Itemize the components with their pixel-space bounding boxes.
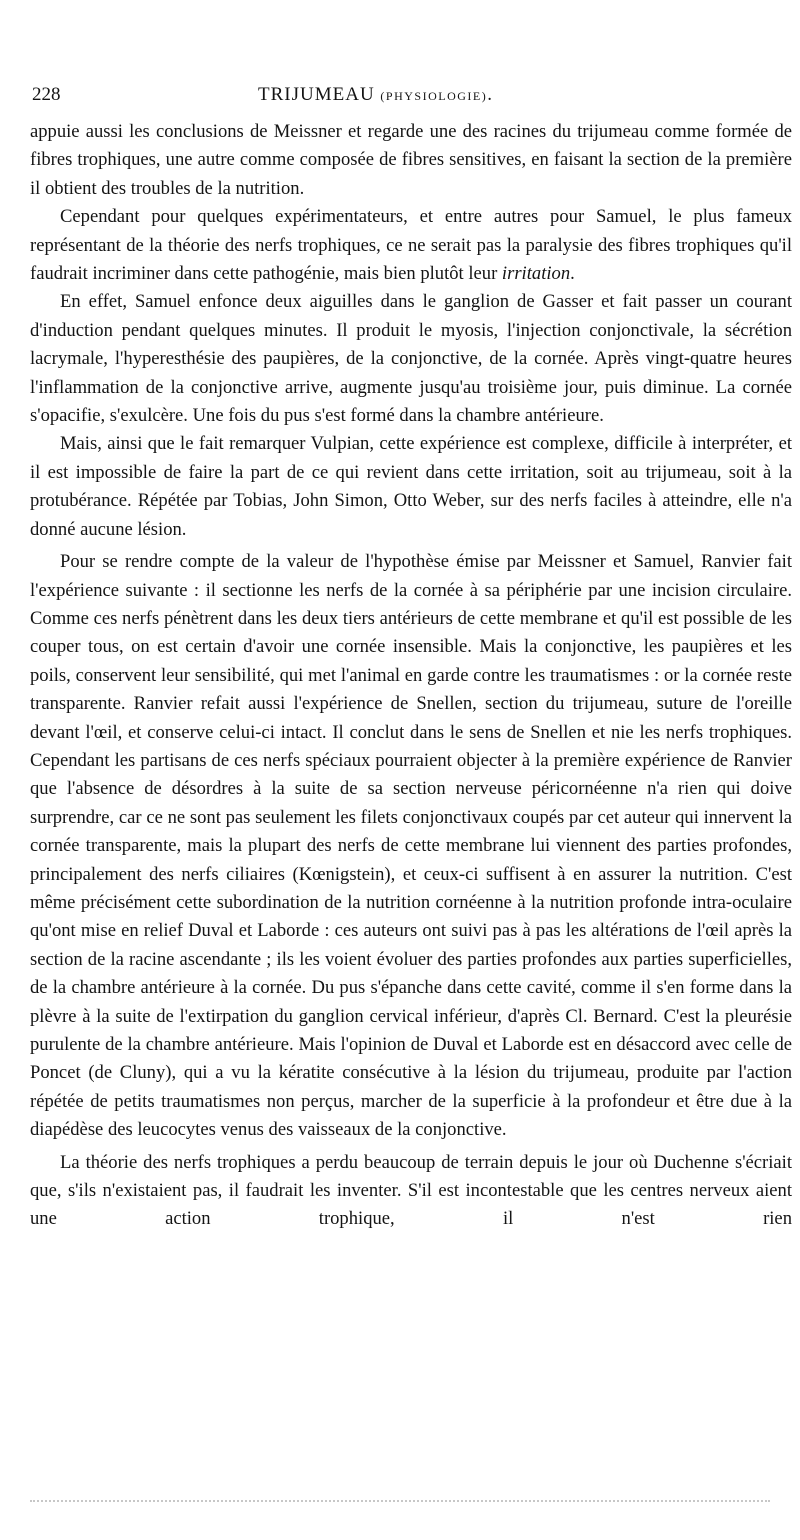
paragraph-text-end: .	[570, 263, 575, 285]
body-text	[30, 118, 792, 1234]
scan-artifact-line	[30, 1500, 770, 1506]
book-page	[30, 84, 792, 1234]
paragraph-ranvier: Pour se rendre compte de la valeur de l'hypothèse émise par Meissner et Samuel, Ranvier fait l'expérience suivante : il sectionne les nerfs de la cornée à sa périphérie par une incision circulaire. Comme ces nerfs pénètrent dans les deux tiers antérieurs de cette membrane et qu'il est possible de les couper tous, on est certain d'avoir une cornée insensible. Mais la conjonctive, les paupières et les poils, conservent leur sensibilité, qui met l'animal en garde contre les traumatismes : or la cornée reste transparente. Ranvier refait aussi l'expérience de Snellen, section du trijumeau, suture de l'oreille devant l'œil, et conserve celui-ci intact. Il conclut dans le sens de Snellen et nie les nerfs trophiques. Cependant les partisans de ces nerfs spéciaux pourraient objecter à la première expérience de Ranvier que l'absence de désordres à la suite de sa section nerveuse péricornéenne n'a rien qui doive surprendre, car ce ne sont pas seulement les filets conjonctivaux coupés par cet auteur qui innervent la cornée transparente, mais la plupart des nerfs de cette membrane lui viennent des parties profondes, principalement des nerfs ciliaires (Kœnigstein), et ceux-ci suffisent à en assurer la nutrition. C'est même précisément cette subordination de la nutrition cornéenne à la nutrition profonde intra-oculaire qu'ont mise en relief Duval et Laborde : ces auteurs ont suivi pas à pas les altérations de l'œil après la section de la racine ascendante ; ils les voient évoluer des parties profondes aux parties superficielles, de la chambre antérieure à la cornée. Du pus s'épanche dans cette cavité, comme il s'en forme dans la plèvre à la suite de l'extirpation du ganglion cervical inférieur, d'après Cl. Bernard. C'est la pleurésie purulente de la chambre antérieure. Mais l'opinion de Duval et Laborde est en désaccord avec celle de Poncet (de Cluny), qui a vu la kératite consécutive à la lésion du trijumeau, produite par l'action répétée de petits traumatismes non perçus, marcher de la superficie à la profondeur et être due à la diapédèse des leucocytes venus des vaisseaux de la conjonctive.	[30, 551, 792, 1141]
paragraph-vulpian: Mais, ainsi que le fait remarquer Vulpian, cette expérience est complexe, difficile à interpréter, et il est impossible de faire la part de ce qui revient dans cette irritation, soit au trijumeau, soit à la protubérance. Répétée par Tobias, John Simon, Otto Weber, sur des nerfs faciles à atteindre, elle n'a donné aucune lésion.	[30, 433, 792, 540]
running-head	[30, 84, 792, 114]
running-title-subtitle: (PHYSIOLOGIE)	[380, 89, 488, 103]
running-title	[258, 84, 493, 106]
italic-term: irritation	[501, 263, 571, 285]
page-number: 228	[32, 84, 61, 105]
running-title-period: .	[487, 84, 493, 105]
paragraph-samuel-theory	[30, 203, 792, 288]
paragraph-text: Cependant pour quelques expérimentateurs, et entre autres pour Samuel, le plus fameux représentant de la théorie des nerfs trophiques, ce ne serait pas la paralysie des fibres trophiques qu'il faudrait incriminer dans cette pathogénie, mais bien plutôt leur	[30, 206, 792, 285]
paragraph-samuel-experiment: En effet, Samuel enfonce deux aiguilles dans le ganglion de Gasser et fait passer un courant d'induction pendant quelques minutes. Il produit le myosis, l'injection conjonctivale, la sécrétion lacrymale, l'hyperesthésie des paupières, de la conjonctive, de la cornée. Après vingt-quatre heures l'inflammation de la conjonctive arrive, augmente jusqu'au troisième jour, puis diminue. La cornée s'opacifie, s'exulcère. Une fois du pus s'est formé dans la chambre antérieure.	[30, 291, 792, 427]
paragraph-trophic-theory: La théorie des nerfs trophiques a perdu beaucoup de terrain depuis le jour où Duchenne s'écriait que, s'ils n'existaient pas, il faudrait les inventer. S'il est incontestable que les centres nerveux aient une action trophique, il n'est rien	[30, 1151, 792, 1230]
paragraph-continued: appuie aussi les conclusions de Meissner et regarde une des racines du trijumeau comme formée de fibres trophiques, une autre comme composée de fibres sensitives, en faisant la section de la première il obtient des troubles de la nutrition.	[30, 121, 792, 199]
running-title-main: TRIJUMEAU	[258, 84, 375, 105]
